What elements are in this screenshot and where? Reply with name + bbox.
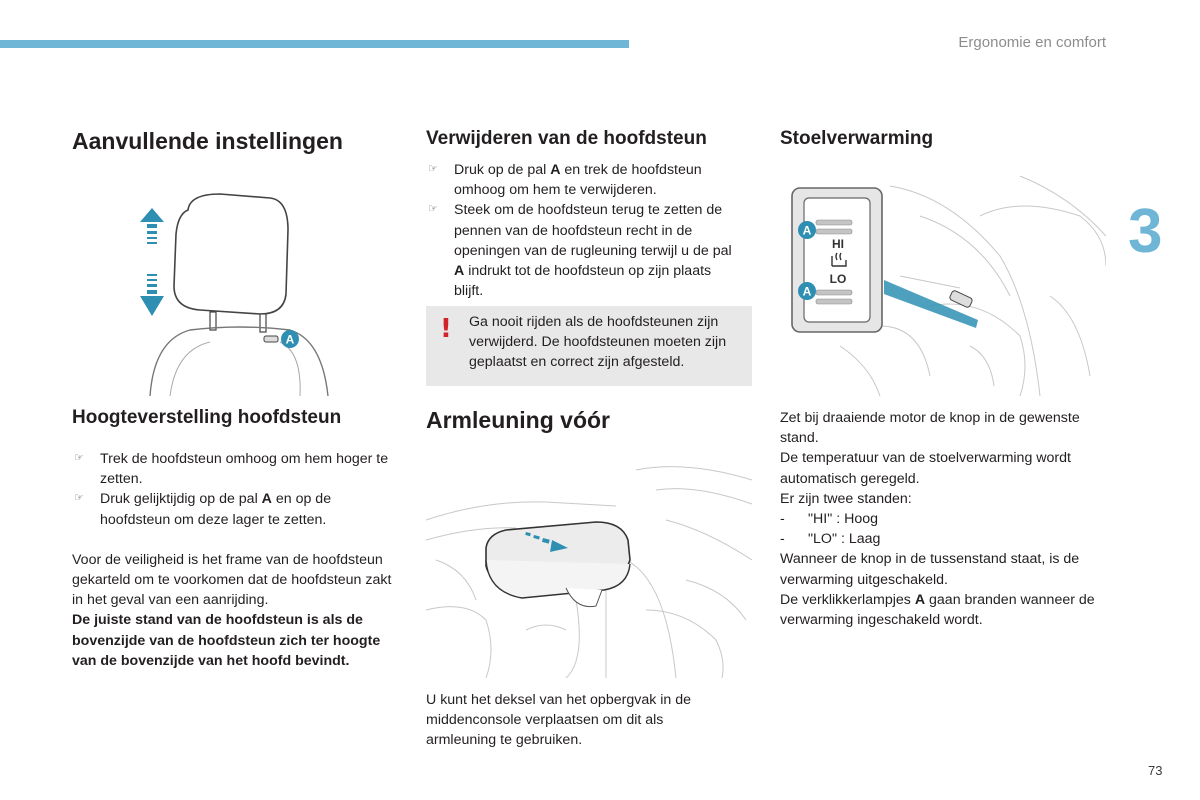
option-hi: - "HI" : Hoog: [780, 511, 879, 528]
bullet-icon: ☞: [74, 452, 84, 464]
bullet-icon: ☞: [428, 203, 438, 216]
seat-heating-illustration: [780, 176, 1106, 396]
remove-headrest-body: [426, 160, 738, 301]
svg-text:A: A: [802, 284, 812, 299]
headrest-height-body: [72, 449, 402, 671]
bullet-icon: ☞: [74, 492, 84, 505]
list-item: ☞ Trek de hoofdsteun omhoog om hem hoger te zetten.: [72, 449, 402, 489]
armrest-title: Armleuning vóór: [426, 407, 611, 433]
section-title: Ergonomie en comfort: [958, 34, 1106, 51]
seat-heating-body: Zet bij draaiende motor de knop in de gewenste stand. De temperatuur van de stoelverwarming wordt automatisch geregeld. Er zijn twee standen: - "HI" : Hoog - "LO" : Laag Wanneer de knop in de tussenstand staat, is de verwarming uitgeschakeld. De verklikkerlampjes A gaan branden wanneer de verwarming ingeschakeld wordt.: [780, 408, 1114, 630]
svg-text:A: A: [802, 223, 812, 238]
arrow-up-icon: [140, 208, 164, 244]
seat-heating-title: Stoelverwarming: [780, 128, 934, 149]
option-lo: - "LO" : Laag: [780, 531, 881, 548]
warning-text: Ga nooit rijden als de hoofdsteunen zijn verwijderd. De hoofdsteunen moeten zijn geplaatst en correct zijn afgesteld.: [469, 314, 727, 371]
list-item: ☞ Steek om de hoofdsteun terug te zetten de pennen van de hoofdsteun recht in de openingen van de rugleuning terwijl u de pal A indrukt tot de hoofdsteun op zijn plaats blijft.: [426, 200, 738, 301]
armrest-illustration: [426, 460, 752, 678]
safety-paragraph-bold: De juiste stand van de hoofdsteun is als de bovenzijde van de hoofdsteun zich ter hoogte van de bovenzijde van het hoofd bevindt.: [72, 612, 381, 669]
svg-text:A: A: [285, 332, 295, 347]
safety-paragraph: Voor de veiligheid is het frame van de hoofdsteun gekarteld om te voorkomen dat de hoofdsteun zakt in het geval van een aanrijding.: [72, 551, 392, 609]
switch-hi-label: HI: [832, 237, 844, 251]
warning-icon: !: [440, 314, 452, 344]
chapter-number: 3: [1128, 197, 1163, 266]
list-item: ☞ Druk gelijktijdig op de pal A en op de hoofdsteun om deze lager te zetten.: [72, 489, 402, 529]
headrest-height-title: Hoogteverstelling hoofdsteun: [72, 407, 342, 428]
bullet-icon: ☞: [428, 163, 438, 175]
page-number: 73: [1148, 763, 1163, 778]
list-item: ☞ Druk op de pal A en trek de hoofdsteun omhoog om hem te verwijderen.: [426, 160, 738, 200]
additional-settings-title: Aanvullende instellingen: [72, 128, 343, 154]
header-accent-bar: [0, 40, 629, 48]
remove-headrest-title: Verwijderen van de hoofdsteun: [426, 128, 707, 149]
arrow-down-icon: [140, 274, 164, 316]
warning-box: [426, 306, 752, 386]
switch-lo-label: LO: [829, 272, 847, 286]
armrest-body: U kunt het deksel van het opbergvak in de middenconsole verplaatsen om dit als armleuning te gebruiken.: [426, 692, 692, 749]
headrest-illustration: [130, 190, 340, 396]
